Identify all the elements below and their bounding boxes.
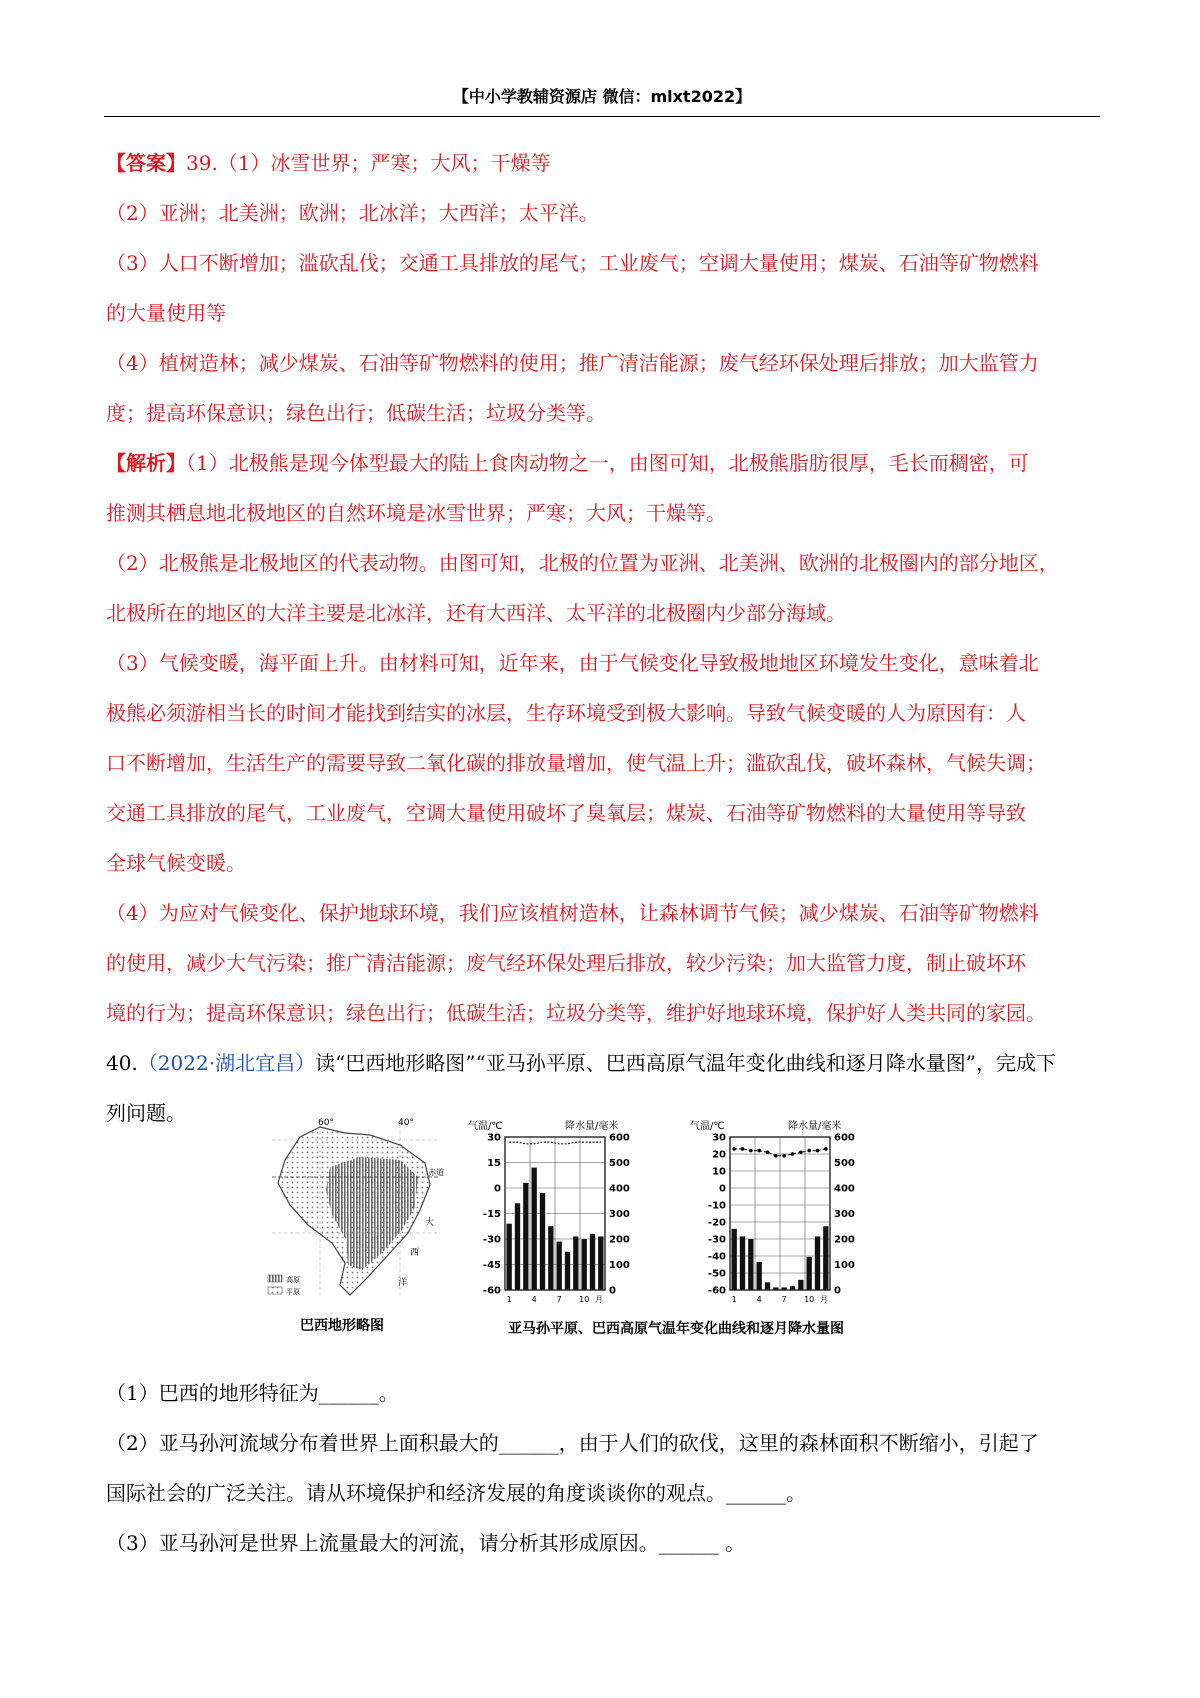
answer-label: 【答案】 [106,151,186,175]
answer-line-4: 的大量使用等 [106,301,226,325]
legend-plain-swatch [268,1287,282,1294]
analysis-line-2: 推测其栖息地北极地区的自然环境是冰雪世界；严寒；大风；干燥等。 [106,501,726,525]
chart2-precip-bar [815,1236,820,1290]
chart2-precip-bar [782,1287,787,1290]
page-header [104,80,1100,117]
chart2-precip-bar [798,1280,803,1290]
map-caption: 巴西地形略图 [300,1318,384,1334]
chart2-temp-point [807,1149,811,1153]
map-label-equator: 赤道 [428,1168,444,1177]
chart1-xtick: 月 [595,1295,603,1304]
chart2-y2tick: 300 [834,1209,855,1220]
chart2-temp-point [757,1149,761,1153]
chart2-temp-point [824,1147,828,1151]
chart1-precip-bar [515,1203,520,1290]
chart1-precip-bar [548,1226,553,1290]
analysis-line-5: （3）气候变暖，海平面上升。由材料可知，近年来，由于气候变化导致极地地区环境发生变化，意味着北 [106,651,1039,675]
analysis-line-6: 极熊必须游相当长的时间才能找到结实的冰层，生存环境受到极大影响。导致气候变暖的人为原因有：人 [106,701,1026,725]
question-40-line-1 [106,1050,1100,1076]
map-label-ocean-2: 西 [410,1248,420,1258]
chart2-xtick: 10 [804,1295,815,1304]
chart1-precip-bar [573,1236,578,1290]
chart2-ytick: -20 [707,1217,726,1229]
chart2-temp-point [741,1147,745,1151]
answer-section [106,150,1100,1126]
chart2-temp-point [774,1154,778,1158]
chart1-precip-bar [532,1168,537,1290]
header-title: 【中小学教辅资源店 微信：mlxt2022】 [452,87,752,106]
chart2-xtick: 1 [731,1295,737,1304]
chart2-temp-point [782,1154,786,1158]
chart2-xtick: 4 [756,1295,762,1304]
map-label-ocean-1: 大 [425,1218,435,1228]
chart2-ytick: 0 [719,1183,726,1195]
answer-line-3: （3）人口不断增加；滥砍乱伐；交通工具排放的尾气；工业废气；空调大量使用；煤炭、石油等矿物燃料 [106,251,1039,275]
answer-line-5: （4）植树造林；减少煤炭、石油等矿物燃料的使用；推广清洁能源；废气经环保处理后排放；加大监管力 [106,351,1039,375]
chart2-ylabel: 气温/℃ [690,1121,725,1132]
chart2-y2tick: 600 [834,1132,855,1144]
chart1-y2label: 降水量/毫米 [565,1121,619,1132]
chart2-ytick: -10 [707,1200,726,1212]
chart1-ylabel: 气温/℃ [468,1121,503,1132]
chart2-precip-bar [757,1262,762,1290]
chart2-y2tick: 400 [834,1183,855,1195]
chart1-ytick: -60 [482,1285,501,1297]
sub-question-1: （1）巴西的地形特征为______。 [106,1381,399,1405]
analysis-line-11: 的使用，减少大气污染；推广清洁能源；废气经环保处理后排放，较少污染；加大监管力度，制止破坏环 [106,951,1026,975]
chart-caption: 亚马孙平原、巴西高原气温年变化曲线和逐月降水量图 [508,1321,844,1337]
chart2-xtick: 7 [781,1295,787,1304]
chart2-ytick: -50 [707,1268,726,1280]
legend-plain-label: 平原 [286,1288,300,1296]
chart1-xtick: 1 [506,1295,512,1304]
answer-line-1 [106,150,1100,176]
chart1-y2tick: 0 [609,1285,616,1297]
map-label-40: 40° [398,1118,414,1128]
chart2-temp-point [732,1147,736,1151]
chart1-y2tick: 400 [609,1183,630,1195]
chart1-ytick: 30 [487,1132,501,1144]
chart2-precip-bar [765,1282,770,1290]
analysis-text: （1）北极熊是现今体型最大的陆上食肉动物之一，由图可知，北极熊脂肪很厚，毛长而稠密，可 [186,451,1029,475]
chart1-precip-bar [557,1242,562,1290]
sub-question-2b: 国际社会的广泛关注。请从环境保护和经济发展的角度谈谈你的观点。______。 [106,1481,806,1505]
chart2-ytick: 20 [712,1149,726,1161]
chart1-precip-bar [582,1239,587,1290]
chart2-precip-bar [748,1239,753,1290]
chart1-xtick: 10 [579,1295,590,1304]
chart2-temp-point [791,1152,795,1156]
chart1-y2tick: 600 [609,1132,630,1144]
chart2-ytick: -60 [707,1285,726,1297]
chart1-precip-bar [540,1193,545,1290]
answer-line-2: （2）亚洲；北美洲；欧洲；北冰洋；大西洋；太平洋。 [106,201,599,225]
chart2-precip-bar [823,1226,828,1290]
question-text: 读“巴西地形略图”“亚马孙平原、巴西高原气温年变化曲线和逐月降水量图”，完成下 [315,1051,1056,1075]
chart1-temp-line [509,1142,601,1144]
analysis-line-8: 交通工具排放的尾气，工业废气，空调大量使用破坏了臭氧层；煤炭、石油等矿物燃料的大量使用等导致 [106,801,1026,825]
map-label-60: 60° [318,1118,334,1128]
chart1-ytick: -30 [482,1234,501,1246]
chart-brazil-plateau [690,1119,855,1304]
question-source: （2022·湖北宜昌） [137,1051,316,1075]
chart-amazon-plain [468,1119,630,1304]
chart2-y2tick: 0 [834,1285,841,1297]
chart1-y2tick: 200 [609,1234,630,1246]
analysis-line-4: 北极所在的地区的大洋主要是北冰洋，还有大西洋、太平洋的北极圈内少部分海域。 [106,601,846,625]
question-40-line-2: 列问题。 [106,1101,186,1125]
question-number: 40. [106,1051,138,1075]
brazil-map [268,1118,444,1334]
chart2-temp-point [816,1149,820,1153]
chart2-xtick: 月 [820,1295,828,1304]
chart1-xtick: 7 [556,1295,562,1304]
figure-svg [260,1115,960,1365]
analysis-line-10: （4）为应对气候变化、保护地球环境，我们应该植树造林，让森林调节气候；减少煤炭、石油等矿物燃料 [106,901,1039,925]
answer-text: 39.（1）冰雪世界；严寒；大风；干燥等 [186,151,551,175]
legend-plateau-label: 高原 [286,1276,300,1284]
map-label-ocean-3: 洋 [398,1278,408,1288]
chart2-y2tick: 200 [834,1234,855,1246]
chart2-y2tick: 100 [834,1260,855,1271]
chart2-precip-bar [807,1257,812,1290]
chart1-ytick: 15 [487,1158,501,1169]
chart1-xtick: 4 [531,1295,537,1304]
chart1-y2tick: 300 [609,1209,630,1220]
chart1-precip-bar [598,1236,603,1290]
chart1-y2tick: 100 [609,1260,630,1271]
analysis-line-12: 境的行为；提高环保意识；绿色出行；低碳生活；垃圾分类等，维护好地球环境，保护好人类共同的家园。 [106,1001,1046,1025]
analysis-line-1 [106,450,1100,476]
analysis-line-9: 全球气候变暖。 [106,851,246,875]
chart2-precip-bar [740,1236,745,1290]
chart1-precip-bar [507,1224,512,1290]
chart2-precip-bar [732,1229,737,1290]
chart2-precip-bar [773,1287,778,1290]
sub-question-2a: （2）亚马孙河流域分布着世界上面积最大的______，由于人们的砍伐，这里的森林面积不断缩小，引起了 [106,1431,1039,1455]
answer-line-6: 度；提高环保意识；绿色出行；低碳生活；垃圾分类等。 [106,401,606,425]
sub-question-3: （3）亚马孙河是世界上流量最大的河流，请分析其形成原因。______ 。 [106,1531,746,1555]
chart2-temp-point [749,1149,753,1153]
chart2-ytick: 10 [712,1166,726,1178]
chart1-ytick: 0 [494,1183,501,1195]
legend-plateau-swatch [268,1275,282,1282]
figure [260,1115,960,1365]
analysis-line-7: 口不断增加，生活生产的需要导致二氧化碳的排放量增加，使气温上升；滥砍乱伐，破坏森林，气候失调； [106,751,1046,775]
chart2-temp-point [766,1151,770,1155]
chart2-y2label: 降水量/毫米 [788,1121,842,1132]
chart1-precip-bar [590,1234,595,1290]
chart2-ytick: 30 [712,1132,726,1144]
chart1-y2tick: 500 [609,1158,630,1169]
chart1-ytick: -15 [482,1209,501,1220]
chart1-ytick: -45 [482,1260,501,1271]
chart2-y2tick: 500 [834,1158,855,1169]
analysis-label: 【解析】 [106,451,186,475]
chart1-precip-bar [565,1252,570,1290]
chart2-precip-bar [790,1286,795,1290]
chart2-temp-point [799,1151,803,1155]
chart2-ytick: -30 [707,1234,726,1246]
chart2-ytick: -40 [707,1251,726,1263]
chart1-precip-bar [523,1183,528,1290]
analysis-line-3: （2）北极熊是北极地区的代表动物。由图可知，北极的位置为亚洲、北美洲、欧洲的北极圈内的部分地区， [106,551,1059,575]
